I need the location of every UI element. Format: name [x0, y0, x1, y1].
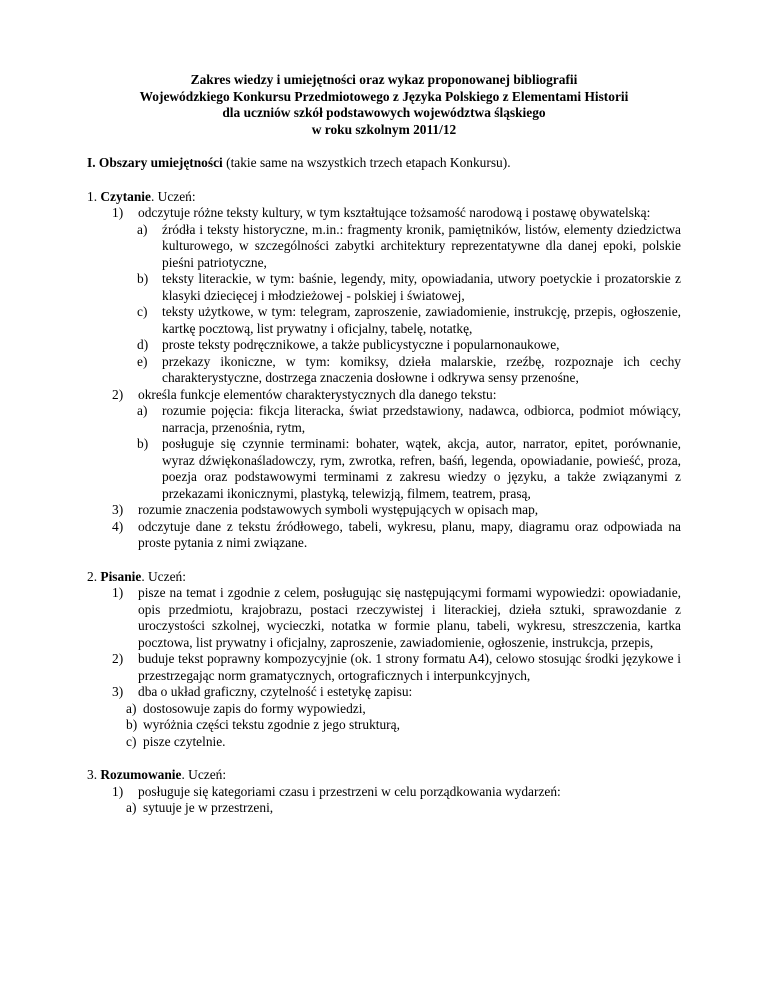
sub-list-item	[87, 800, 681, 817]
list-item-marker: 1)	[112, 783, 124, 799]
list-item-marker: 2)	[112, 651, 124, 666]
sub-list-item	[87, 403, 681, 436]
sub-list-item	[87, 734, 681, 751]
sub-list-item-text: sytuuje je w przestrzeni,	[143, 800, 274, 815]
list-item-marker: 2)	[112, 386, 124, 402]
list-item-text: odczytuje różne teksty kultury, w tym kształtujące tożsamość narodową i postawę obywatelską:	[138, 205, 651, 220]
list-item	[87, 585, 681, 651]
sub-list-item-text: teksty literackie, w tym: baśnie, legendy, mity, opowiadania, utwory poetyckie i prozatorskie z klasyki dziecięcej i młodzieżowej - polskiej i światowej,	[162, 271, 681, 303]
section-pisanie	[87, 569, 681, 751]
section-heading	[87, 189, 681, 206]
list-item-text: pisze na temat i zgodnie z celem, posługując się następującymi formami wypowiedzi: opowiadanie, opis przedmiotu, krajobrazu, postaci rzeczywistej i literackiej, dzieła sztuki, sprawozdanie z uroczystości szkolnej, wycieczki, notatka w formie planu, tabeli, wykresu, streszczenia, kartka pocztowa, list prywatny i oficjalny, zaproszenie, zawiadomienie, ogłoszenie, instrukcja, przepis,	[138, 585, 681, 650]
sub-list-item	[87, 271, 681, 304]
sub-list-item	[87, 701, 681, 718]
section-number: 3.	[87, 767, 101, 782]
list-item	[87, 519, 681, 552]
title-line-1: Zakres wiedzy i umiejętności oraz wykaz proponowanej bibliografii	[190, 72, 578, 87]
sub-list-item-marker: b)	[126, 717, 138, 732]
section-heading	[87, 569, 681, 586]
section-rozumowanie	[87, 767, 681, 817]
list-item	[87, 684, 681, 701]
section-heading	[87, 767, 681, 784]
sub-list-item	[87, 354, 681, 387]
document-title	[87, 72, 681, 138]
sub-list-item-text: teksty użytkowe, w tym: telegram, zaproszenie, zawiadomienie, instrukcję, przepis, ogłoszenie, kartkę pocztową, list prywatny i oficjalny, tabelę, notatkę,	[162, 304, 681, 336]
section-name: Rozumowanie	[100, 767, 182, 782]
sub-list-item-text: dostosowuje zapis do formy wypowiedzi,	[143, 700, 366, 716]
sub-list-item-text: rozumie pojęcia: fikcja literacka, świat przedstawiony, nadawca, odbiorca, podmiot mówiący, narracja, przenośnia, rytm,	[162, 403, 681, 435]
section-czytanie	[87, 189, 681, 552]
sub-list-item	[87, 717, 681, 734]
section-i-heading-rest: (takie same na wszystkich trzech etapach Konkursu).	[222, 155, 511, 170]
section-name: Pisanie	[100, 568, 142, 584]
sub-list-item-marker: e)	[137, 353, 148, 369]
sub-list-item-marker: c)	[126, 733, 137, 749]
section-number: 2.	[87, 568, 101, 584]
sub-list-item-marker: b)	[137, 271, 149, 286]
section-suffix: . Uczeń:	[150, 188, 196, 204]
list-item	[87, 387, 681, 404]
list-item-marker: 3)	[112, 684, 124, 699]
list-item	[87, 784, 681, 801]
title-line-2: Wojewódzkiego Konkursu Przedmiotowego z Języka Polskiego z Elementami Historii	[139, 88, 629, 104]
list-item-text: określa funkcje elementów charakterystycznych dla danego tekstu:	[138, 386, 497, 402]
list-item-marker: 1)	[112, 585, 124, 600]
section-number: 1.	[87, 188, 101, 204]
sub-list-item-text: przekazy ikoniczne, w tym: komiksy, dzieła malarskie, rzeźbę, rozpoznaje ich cechy charakterystyczne, dostrzega znaczenia dosłowne i odkrywa sensy przenośne,	[162, 353, 681, 385]
sub-list-item-text: pisze czytelnie.	[143, 733, 226, 749]
title-line-3: dla uczniów szkół podstawowych województwa śląskiego	[222, 105, 546, 120]
list-item	[87, 502, 681, 519]
list-item	[87, 651, 681, 684]
title-line-4: w roku szkolnym 2011/12	[311, 121, 457, 137]
list-item-marker: 4)	[112, 518, 124, 534]
list-item-text: odczytuje dane z tekstu źródłowego, tabeli, wykresu, planu, mapy, diagramu oraz odpowiada na proste pytania z nimi związane.	[138, 518, 681, 550]
list-item-text: posługuje się kategoriami czasu i przestrzeni w celu porządkowania wydarzeń:	[138, 783, 561, 799]
list-item-marker: 3)	[112, 502, 124, 517]
list-item-marker: 1)	[112, 205, 124, 220]
sub-list-item-text: wyróżnia części tekstu zgodnie z jego strukturą,	[143, 717, 400, 732]
section-suffix: . Uczeń:	[141, 568, 186, 584]
section-i-heading	[87, 155, 681, 172]
list-item	[87, 205, 681, 222]
sub-list-item	[87, 337, 681, 354]
sub-list-item-marker: a)	[126, 700, 137, 716]
sub-list-item-text: proste teksty podręcznikowe, a także publicystyczne i popularnonaukowe,	[162, 337, 560, 352]
sub-list-item-text: posługuje się czynnie terminami: bohater, wątek, akcja, autor, narrator, epitet, porównanie, wyraz dźwiękonaśladowczy, rym, zwrotka, refren, baśń, legenda, opowiadanie, powieść, proza, poezja oraz podstawowymi terminami z zakresu wiedzy o języku, a także związanymi z przekazami ikonicznymi, plastyką, telewizją, filmem, teatrem, prasą,	[162, 436, 681, 501]
sub-list-item-marker: a)	[137, 221, 148, 237]
list-item-text: rozumie znaczenia podstawowych symboli występujących w opisach map,	[138, 502, 539, 517]
sub-list-item-marker: a)	[126, 800, 137, 815]
section-i-heading-bold: I. Obszary umiejętności	[87, 155, 223, 170]
sub-list-item	[87, 304, 681, 337]
section-suffix: . Uczeń:	[181, 767, 227, 782]
section-name: Czytanie	[100, 188, 151, 204]
sub-list-item-marker: a)	[137, 403, 148, 418]
sub-list-item	[87, 222, 681, 272]
list-item-text: dba o układ graficzny, czytelność i estetykę zapisu:	[138, 684, 413, 699]
sub-list-item-marker: b)	[137, 436, 149, 451]
list-item-text: buduje tekst poprawny kompozycyjnie (ok. 1 strony formatu A4), celowo stosując środki językowe i przestrzegając norm gramatycznych, ortograficznych i interpunkcyjnych,	[138, 651, 681, 683]
sub-list-item	[87, 436, 681, 502]
sub-list-item-marker: d)	[137, 337, 149, 352]
sub-list-item-text: źródła i teksty historyczne, m.in.: fragmenty kronik, pamiętników, listów, elementy dziedzictwa kulturowego, w szczególności zabytki architektury reprezentatywne dla danej epoki, polskie pieśni patriotyczne,	[162, 221, 681, 270]
sub-list-item-marker: c)	[137, 304, 148, 319]
